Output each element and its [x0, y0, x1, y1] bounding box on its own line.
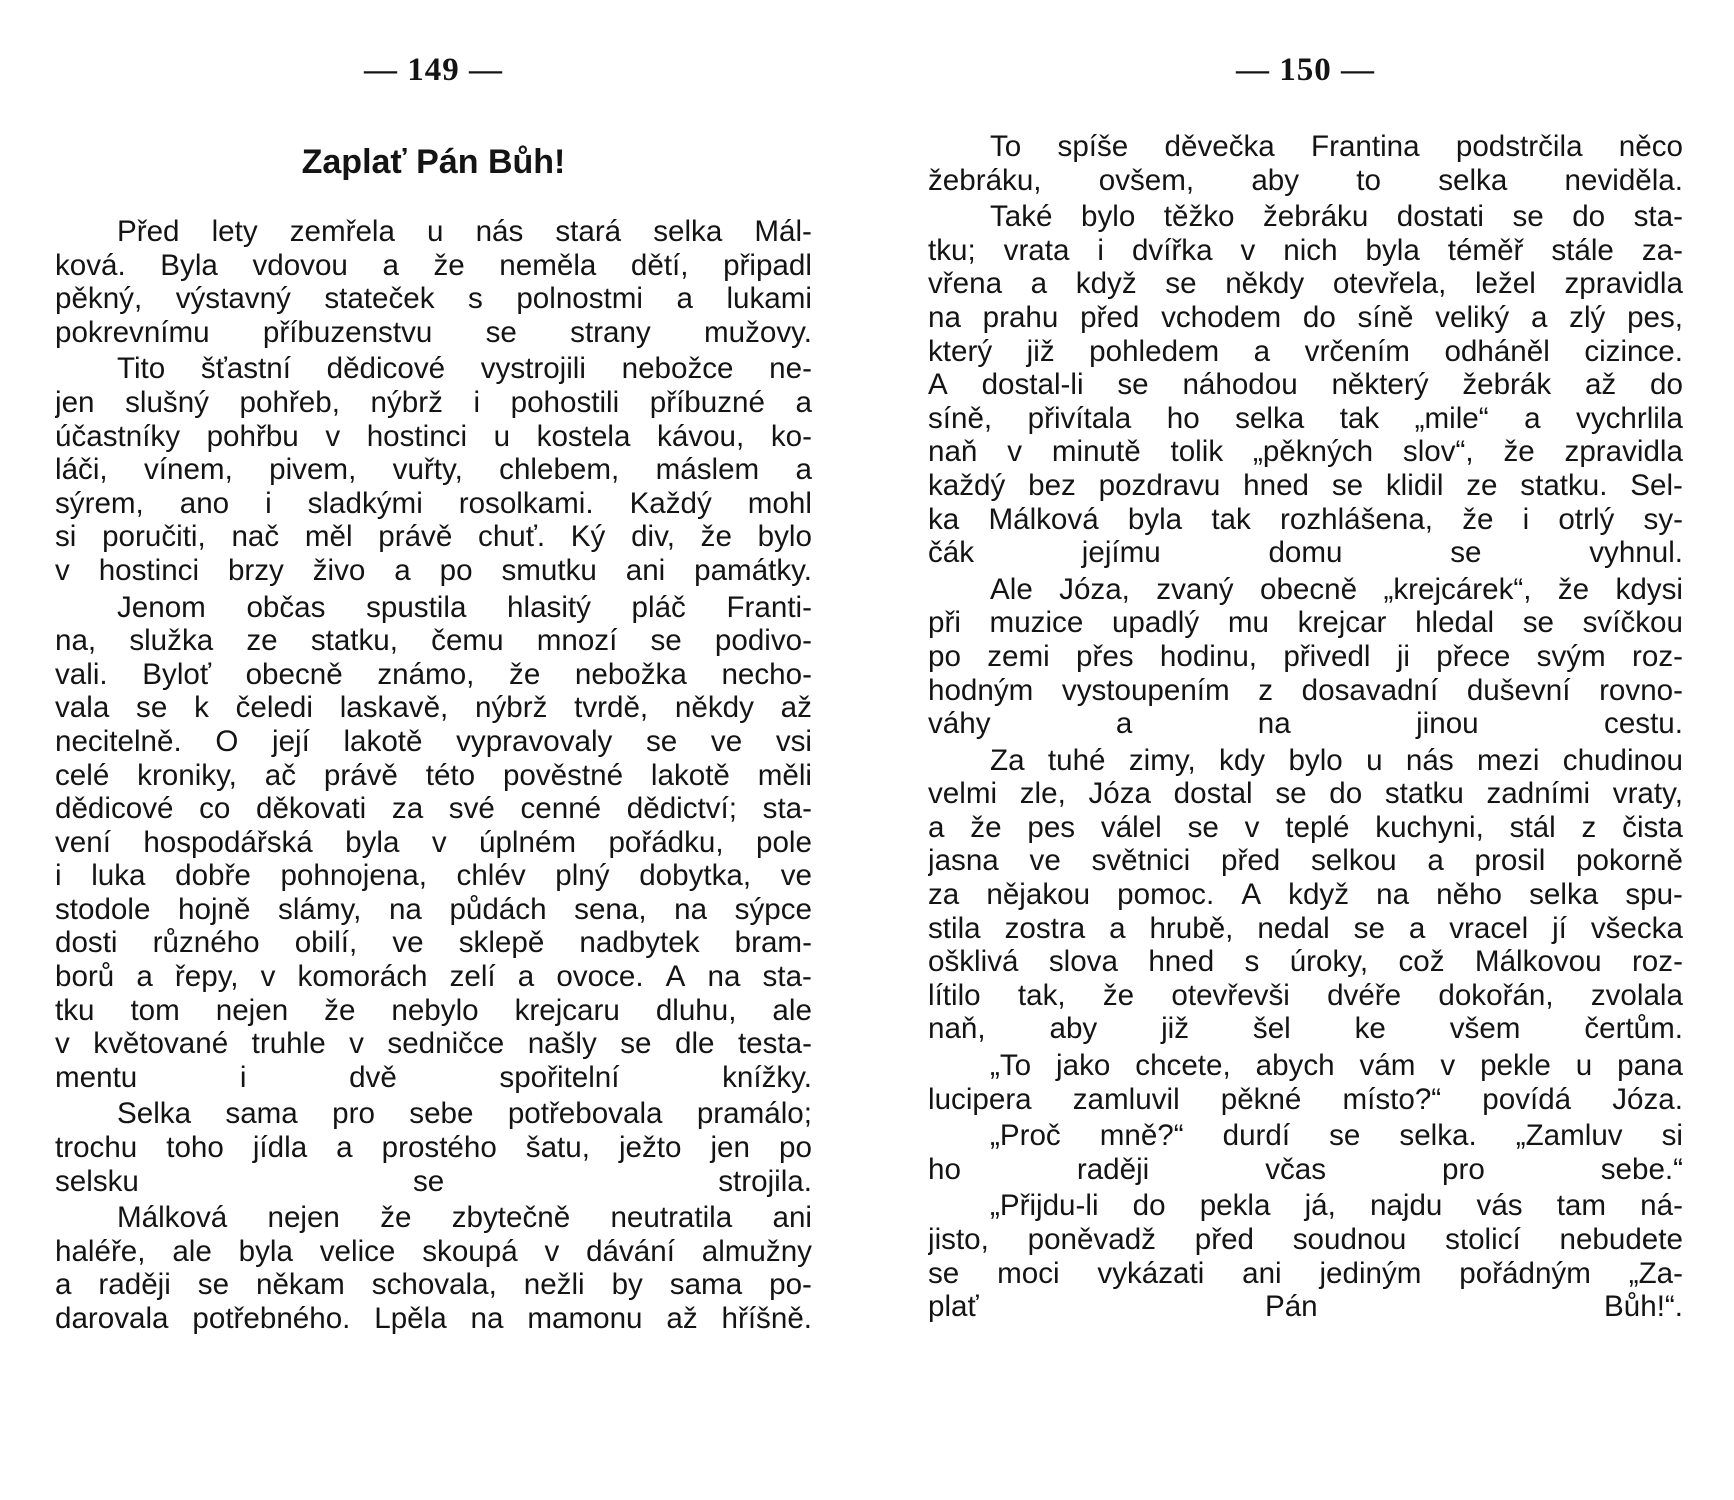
text-line: celé kroniky, ač právě této pověstné lakotě měli	[55, 758, 812, 792]
text-line: Ale Józa, zvaný obecně „krejcárek“, že kdysi	[990, 572, 1683, 606]
text-line: Selka sama pro sebe potřebovala pramálo;	[117, 1097, 812, 1131]
page-number: — 149 —	[364, 52, 503, 88]
text-line: haléře, ale byla velice skoupá v dávání almužny	[55, 1234, 812, 1268]
text-line: necitelně. O její lakotě vypravovaly se ve vsi	[55, 724, 812, 758]
text-line: účastníky pohřbu v hostinci u kostela kávou, ko-	[55, 419, 812, 453]
text-line: darovala potřebného. Lpěla na mamonu až hříšně.	[55, 1302, 812, 1335]
paragraph	[55, 591, 812, 1095]
text-line: jen slušný pohřeb, nýbrž i pohostili příbuzné a	[55, 385, 812, 419]
text-line: vali. Byloť obecně známo, že nebožka necho-	[55, 657, 812, 691]
page-number: — 150 —	[1236, 52, 1375, 88]
text-line: lítilo tak, že otevřevši dvéře dokořán, zvolala	[928, 978, 1683, 1012]
text-line: Tito šťastní dědicové vystrojili nebožce ne-	[117, 352, 812, 386]
left-page-body	[55, 215, 812, 1336]
text-line: ka Málková byla tak rozhlášena, že i otrlý sy-	[928, 502, 1683, 536]
text-line: a že pes válel se v teplé kuchyni, stál z čista	[928, 810, 1683, 844]
paragraph	[55, 352, 812, 587]
text-line: plať Pán Bůh!“.	[928, 1290, 1683, 1324]
text-line: ková. Byla vdovou a že neměla dětí, připadl	[55, 248, 812, 282]
paragraph	[928, 744, 1683, 1046]
paragraph	[928, 1119, 1683, 1186]
text-line: v hostinci brzy živo a po smutku ani památky.	[55, 553, 812, 587]
paragraph	[55, 215, 812, 349]
text-line: každý bez pozdravu hned se klidil ze statku. Sel-	[928, 468, 1683, 502]
text-line: ho raději včas pro sebe.“	[928, 1152, 1683, 1186]
text-line: na prahu před vchodem do síně veliký a zlý pes,	[928, 300, 1683, 334]
text-line: sýrem, ano i sladkými rosolkami. Každý mohl	[55, 486, 812, 520]
text-line: láči, vínem, pivem, vuřty, chlebem, máslem a	[55, 453, 812, 487]
text-line: vřena a když se někdy otevřela, ležel zpravidla	[928, 267, 1683, 301]
text-line: čák jejímu domu se vyhnul.	[928, 536, 1683, 570]
text-line: pěkný, výstavný stateček s polnostmi a lukami	[55, 282, 812, 316]
text-line: velmi zle, Józa dostal se do statku zadními vraty,	[928, 777, 1683, 811]
right-page	[928, 0, 1683, 1500]
text-line: vení hospodářská byla v úplném pořádku, pole	[55, 825, 812, 859]
text-line: hodným vystoupením z dosavadní duševní rovno-	[928, 673, 1683, 707]
paragraph	[928, 200, 1683, 570]
text-line: Také bylo těžko žebráku dostati se do sta-	[990, 200, 1683, 234]
text-line: Málková nejen že zbytečně neutratila ani	[117, 1201, 812, 1235]
text-line: pokrevnímu příbuzenstvu se strany mužovy.	[55, 315, 812, 349]
text-line: A dostal-li se náhodou některý žebrák až do	[928, 368, 1683, 402]
text-line: mentu i dvě spořitelní knížky.	[55, 1060, 812, 1094]
text-line: žebráku, ovšem, aby to selka neviděla.	[928, 163, 1683, 197]
text-line: borů a řepy, v komorách zelí a ovoce. A na sta-	[55, 960, 812, 994]
text-line: i luka dobře pohnojena, chlév plný dobytka, ve	[55, 859, 812, 893]
text-line: lucipera zamluvil pěkné místo?“ povídá Józa.	[928, 1082, 1683, 1116]
text-line: selsku se strojila.	[55, 1164, 812, 1198]
text-line: jasna ve světnici před selkou a prosil pokorně	[928, 844, 1683, 878]
text-line: tku tom nejen že nebylo krejcaru dluhu, ale	[55, 993, 812, 1027]
text-line: v květované truhle v sedničce našly se dle testa-	[55, 1027, 812, 1061]
text-line: vala se k čeledi laskavě, nýbrž tvrdě, někdy až	[55, 691, 812, 725]
paragraph	[928, 1049, 1683, 1116]
paragraph	[55, 1097, 812, 1198]
text-line: se moci vykázati ani jediným pořádným „Za-	[928, 1256, 1683, 1290]
text-line: si poručiti, nač měl právě chuť. Ký div, že bylo	[55, 520, 812, 554]
left-page	[55, 0, 812, 1500]
text-line: a raději se někam schovala, nežli by sama po-	[55, 1268, 812, 1302]
text-line: váhy a na jinou cestu.	[928, 707, 1683, 741]
text-line: tku; vrata i dvířka v nich byla téměř stále za-	[928, 233, 1683, 267]
text-line: ošklivá slova hned s úroky, což Málkovou roz-	[928, 945, 1683, 979]
text-line: naň, aby již šel ke všem čertům.	[928, 1012, 1683, 1046]
text-line: Jenom občas spustila hlasitý pláč Franti-	[117, 590, 812, 624]
paragraph	[928, 573, 1683, 741]
paragraph	[55, 1201, 812, 1335]
text-line: naň v minutě tolik „pěkných slov“, že zpravidla	[928, 435, 1683, 469]
text-line: při muzice upadlý mu krejcar hledal se svíčkou	[928, 606, 1683, 640]
text-line: jisto, poněvadž před soudnou stolicí nebudete	[928, 1223, 1683, 1256]
text-line: „Přijdu-li do pekla já, najdu vás tam ná-	[990, 1189, 1683, 1223]
paragraph	[928, 130, 1683, 197]
text-line: který již pohledem a vrčením odháněl cizince.	[928, 334, 1683, 368]
text-line: dědicové co děkovati za své cenné dědictví; sta-	[55, 792, 812, 826]
text-line: „Proč mně?“ durdí se selka. „Zamluv si	[990, 1119, 1683, 1153]
text-line: stodole hojně slámy, na půdách sena, na sýpce	[55, 892, 812, 926]
text-line: „To jako chcete, abych vám v pekle u pana	[990, 1049, 1683, 1083]
paragraph	[928, 1189, 1683, 1323]
text-line: na, služka ze statku, čemu mnozí se podivo-	[55, 624, 812, 658]
text-line: po zemi přes hodinu, přivedl ji přece svým roz-	[928, 639, 1683, 673]
right-page-body	[928, 130, 1683, 1324]
text-line: Před lety zemřela u nás stará selka Mál-	[117, 215, 812, 248]
text-line: stila zostra a hrubě, nedal se a vracel jí všecka	[928, 911, 1683, 945]
text-line: dosti různého obilí, ve sklepě nadbytek bram-	[55, 926, 812, 960]
text-line: síně, přivítala ho selka tak „mile“ a vychrlila	[928, 401, 1683, 435]
text-line: za nějakou pomoc. A když na něho selka spu-	[928, 878, 1683, 912]
text-line: trochu toho jídla a prostého šatu, ježto jen po	[55, 1131, 812, 1165]
text-line: Za tuhé zimy, kdy bylo u nás mezi chudinou	[990, 743, 1683, 777]
chapter-title: Zaplať Pán Bůh!	[301, 143, 566, 181]
text-line: To spíše děvečka Frantina podstrčila něco	[990, 130, 1683, 163]
